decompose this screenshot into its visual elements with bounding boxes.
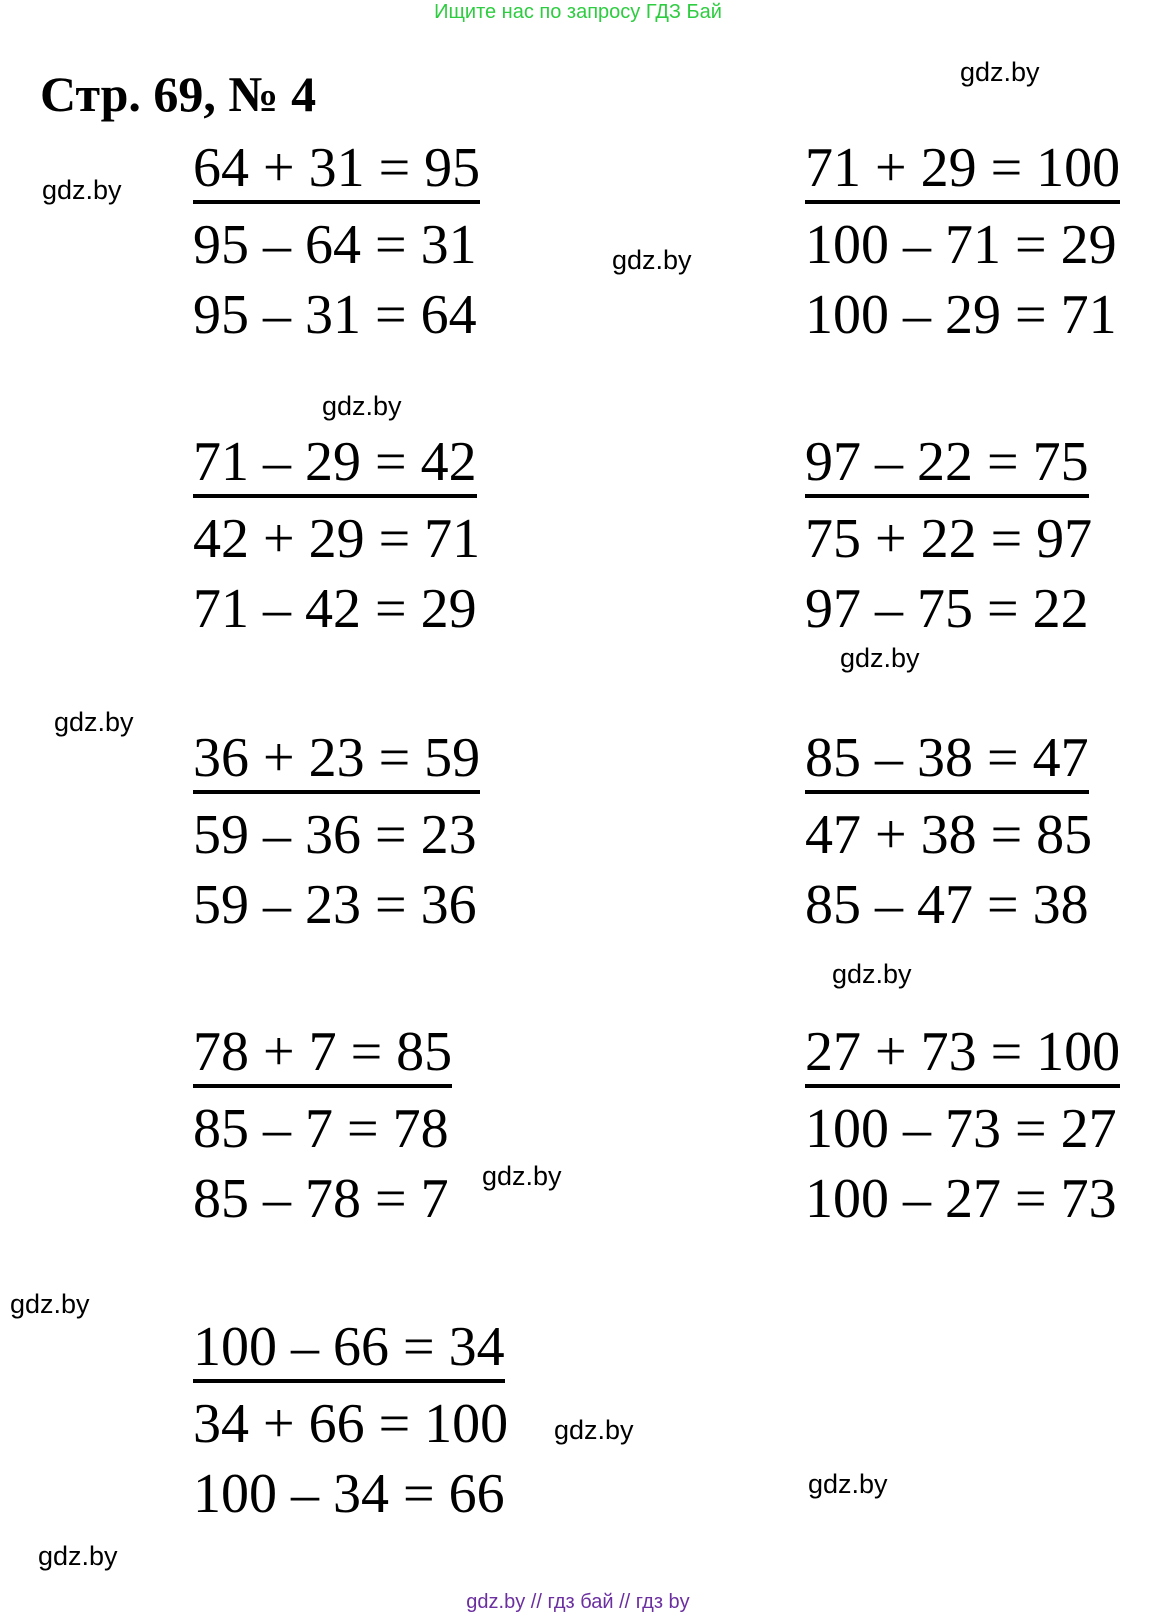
watermark: gdz.by [42, 175, 122, 205]
equation-group [193, 136, 480, 350]
watermark: gdz.by [10, 1289, 90, 1319]
watermark: gdz.by [322, 391, 402, 421]
equation-check: 95 – 64 = 31 [193, 214, 477, 276]
equation-check: 85 – 7 = 78 [193, 1098, 449, 1160]
equation-check: 71 – 42 = 29 [193, 578, 477, 640]
watermark: gdz.by [482, 1161, 562, 1191]
equation-main: 78 + 7 = 85 [193, 1020, 452, 1088]
equation-main: 27 + 73 = 100 [805, 1020, 1120, 1088]
watermark: gdz.by [54, 707, 134, 737]
equation-main: 71 – 29 = 42 [193, 430, 477, 498]
equation-main: 85 – 38 = 47 [805, 726, 1089, 794]
equation-check: 34 + 66 = 100 [193, 1393, 509, 1455]
equation-check: 97 – 75 = 22 [805, 578, 1089, 640]
equation-check: 100 – 27 = 73 [805, 1168, 1117, 1230]
equation-check: 100 – 34 = 66 [193, 1463, 505, 1525]
watermark: gdz.by [832, 959, 912, 989]
equation-main: 64 + 31 = 95 [193, 136, 480, 204]
equation-group [193, 430, 480, 644]
equation-check: 85 – 78 = 7 [193, 1168, 449, 1230]
watermark: gdz.by [554, 1415, 634, 1445]
equation-main: 97 – 22 = 75 [805, 430, 1089, 498]
equation-main: 36 + 23 = 59 [193, 726, 480, 794]
equation-check: 100 – 71 = 29 [805, 214, 1117, 276]
watermark: gdz.by [808, 1469, 888, 1499]
equation-group [193, 1315, 508, 1529]
equation-main: 100 – 66 = 34 [193, 1315, 505, 1383]
equation-group [193, 1020, 452, 1234]
equation-group [805, 430, 1092, 644]
watermark: gdz.by [840, 643, 920, 673]
equation-check: 59 – 36 = 23 [193, 804, 477, 866]
footer-links[interactable]: gdz.by // гдз бай // гдз by [466, 1591, 690, 1613]
equation-check: 100 – 73 = 27 [805, 1098, 1117, 1160]
equation-main: 71 + 29 = 100 [805, 136, 1120, 204]
equation-check: 42 + 29 = 71 [193, 508, 481, 570]
equation-group [193, 726, 480, 940]
equation-group [805, 136, 1120, 350]
equation-check: 100 – 29 = 71 [805, 284, 1117, 346]
top-banner[interactable]: Ищите нас по запросу ГДЗ Бай [434, 1, 722, 23]
equation-check: 85 – 47 = 38 [805, 874, 1089, 936]
watermark: gdz.by [960, 57, 1040, 87]
equation-check: 95 – 31 = 64 [193, 284, 477, 346]
equation-check: 75 + 22 = 97 [805, 508, 1093, 570]
watermark: gdz.by [612, 245, 692, 275]
watermark: gdz.by [38, 1541, 118, 1571]
equation-group [805, 726, 1092, 940]
page-title: Стр. 69, № 4 [40, 66, 317, 122]
equation-group [805, 1020, 1120, 1234]
equation-check: 47 + 38 = 85 [805, 804, 1093, 866]
equation-check: 59 – 23 = 36 [193, 874, 477, 936]
